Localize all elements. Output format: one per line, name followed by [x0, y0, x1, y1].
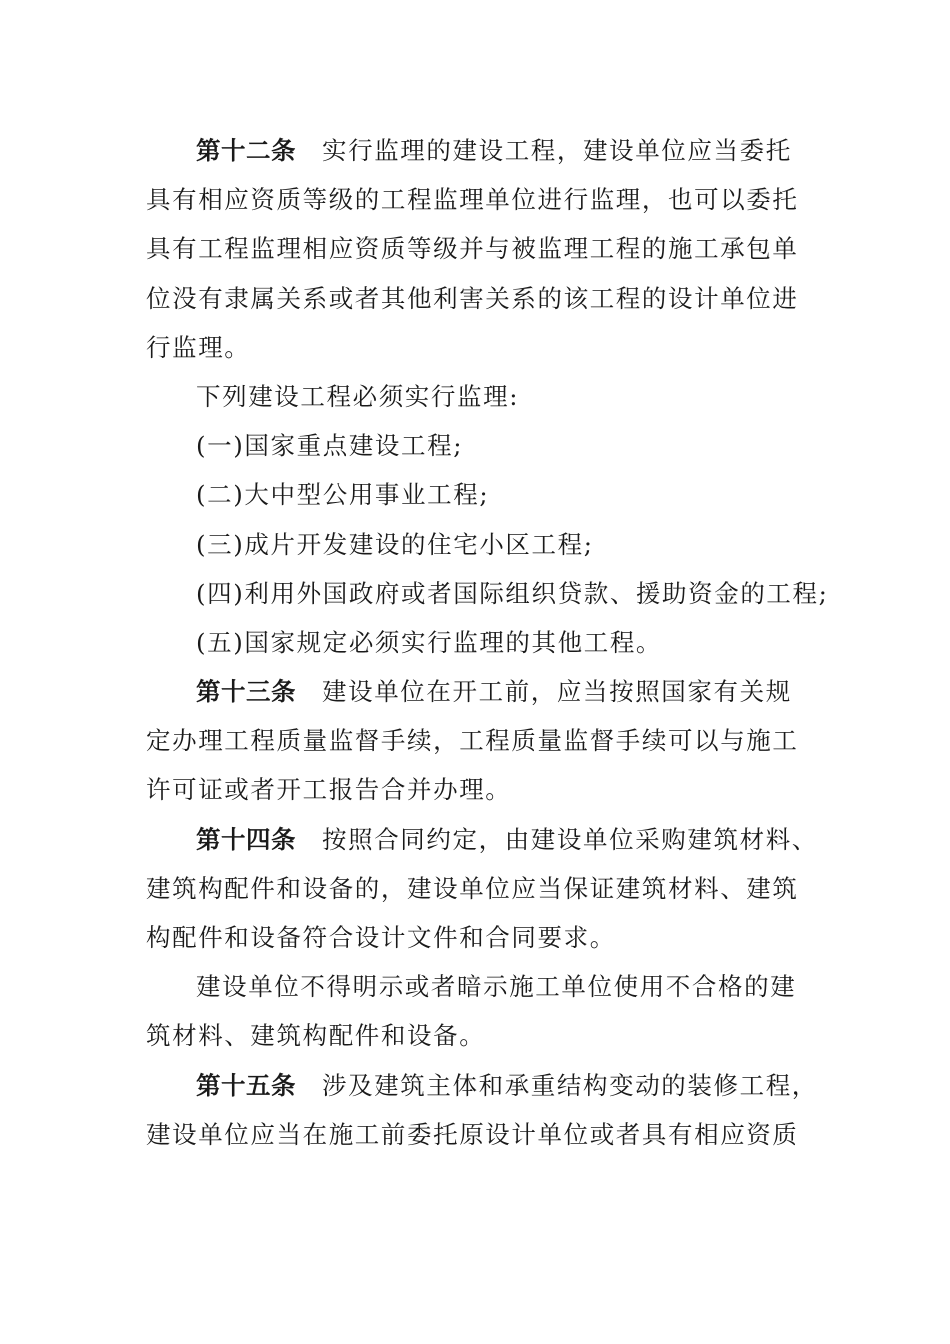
article-14-line-2: 建筑构配件和设备的，建设单位应当保证建筑材料、建筑 — [146, 873, 799, 903]
article-15-line-2: 建设单位应当在施工前委托原设计单位或者具有相应资质 — [146, 1119, 799, 1149]
article-14-para2-line-2: 筑材料、建筑构配件和设备。 — [146, 1021, 486, 1051]
article-12-line-1 — [146, 126, 806, 175]
supervision-list-item-5: (五)国家规定必须实行监理的其他工程。 — [196, 627, 663, 657]
article-14-line-3: 构配件和设备符合设计文件和合同要求。 — [146, 923, 616, 952]
article-13-line-3: 许可证或者开工报告合并办理。 — [146, 775, 512, 805]
article-14-line-1 — [146, 815, 818, 864]
article-13-text-1: 建设单位在开工前，应当按照国家有关规 — [322, 677, 792, 707]
article-13-title: 第十三条 — [196, 677, 296, 707]
article-12-line-2: 具有相应资质等级的工程监理单位进行监理，也可以委托 — [146, 185, 799, 215]
article-13-line-1 — [146, 667, 806, 716]
article-14-para2-line-1: 建设单位不得明示或者暗示施工单位使用不合格的建 — [196, 972, 797, 1002]
article-12-text-1: 实行监理的建设工程，建设单位应当委托 — [322, 136, 792, 165]
article-12-line-3: 具有工程监理相应资质等级并与被监理工程的施工承包单 — [146, 234, 799, 264]
supervision-list-item-4: (四)利用外国政府或者国际组织贷款、援助资金的工程; — [196, 578, 829, 608]
article-15-text-1: 涉及建筑主体和承重结构变动的装修工程， — [322, 1070, 818, 1100]
article-12-title: 第十二条 — [196, 136, 296, 165]
article-13-line-2: 定办理工程质量监督手续，工程质量监督手续可以与施工 — [146, 726, 799, 756]
article-15-title: 第十五条 — [196, 1070, 296, 1100]
supervision-list-item-2: (二)大中型公用事业工程; — [196, 480, 490, 510]
document-page — [146, 126, 829, 1159]
supervision-list-item-1: (一)国家重点建设工程; — [196, 431, 464, 461]
supervision-list-intro: 下列建设工程必须实行监理: — [196, 381, 520, 411]
article-12-line-4: 位没有隶属关系或者其他利害关系的该工程的设计单位进 — [146, 283, 799, 313]
article-14-title: 第十四条 — [196, 824, 296, 854]
article-15-line-1 — [146, 1061, 818, 1110]
article-12-line-5: 行监理。 — [146, 332, 251, 362]
article-14-text-1: 按照合同约定，由建设单位采购建筑材料、 — [322, 824, 818, 854]
supervision-list-item-3: (三)成片开发建设的住宅小区工程; — [196, 529, 594, 559]
